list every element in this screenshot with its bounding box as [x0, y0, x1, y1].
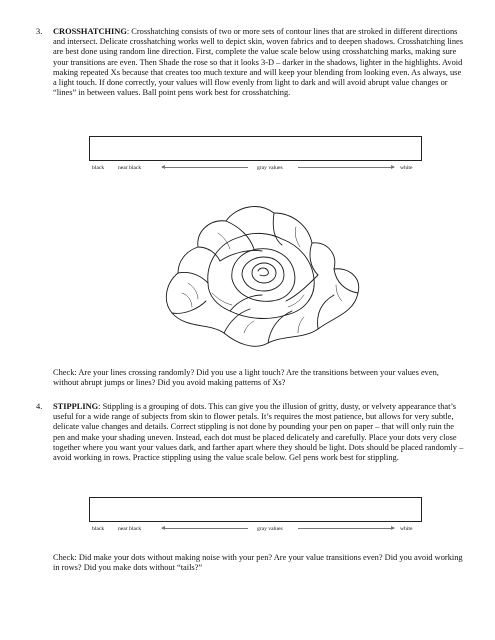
section-title: CROSSHATCHING	[53, 27, 127, 36]
section-crosshatching	[36, 27, 466, 98]
label-gray-values: gray values	[257, 526, 283, 532]
value-scale-box[interactable]	[89, 497, 422, 522]
rose-line-drawing-icon[interactable]	[158, 183, 366, 360]
label-near-black: near black	[118, 165, 142, 171]
label-near-black: near black	[118, 526, 142, 532]
value-scale-labels	[89, 164, 422, 176]
arrow-left-icon	[162, 528, 248, 529]
section-stippling	[36, 402, 466, 463]
arrow-left-icon	[162, 167, 248, 168]
value-scale-crosshatching	[89, 136, 422, 176]
value-scale-box[interactable]	[89, 136, 422, 161]
section-number: 4.	[36, 402, 43, 411]
label-gray-values: gray values	[257, 165, 283, 171]
arrow-right-icon	[298, 167, 394, 168]
label-white: white	[400, 526, 413, 532]
label-black: black	[92, 165, 105, 171]
section-title: STIPPLING	[53, 402, 99, 411]
value-scale-labels	[89, 525, 422, 537]
label-black: black	[92, 526, 105, 532]
section-number: 3.	[36, 27, 43, 36]
section-body: : Crosshatching consists of two or more sets of contour lines that are stroked in different directions and intersect. Delicate crosshatching works well to depict skin, woven fabrics and to deepen shadows. Crosshatching lines are best done using random line direction. First, complete the value scale below using crosshatching marks, making sure your transitions are even. Then Shade the rose so that it looks 3-D – darker in the shadows, lighter in the highlights. Avoid making repeated Xs because that creates too much texture and will keep your blending from looking even. As always, use a light touch. If done correctly, your values will flow evenly from light to dark and will avoid abrupt value changes or “lines” in between values. Ball point pens work best for crosshatching.	[53, 27, 464, 98]
section-paragraph	[53, 402, 466, 463]
section-body: : Stippling is a grouping of dots. This can give you the illusion of gritty, dusty, or velvety appearance that’s useful for a wide range of subjects from skin to flower petals. It’s requires the most patience, but allows for very subtle, delicate value changes and details. Correct stippling is not done by pounding your pen on paper – that will only ruin the pen and make your shading uneven. Instead, each dot must be placed delicately and carefully. Place your dots very close together where you want your values dark, and farther apart where they should be light. Dots should be placed randomly – avoid working in rows. Practice stippling using the value scale below. Gel pens work best for stippling.	[53, 402, 464, 463]
value-scale-stippling	[89, 497, 422, 537]
arrow-right-icon	[298, 528, 394, 529]
section-paragraph	[53, 27, 466, 98]
check-stippling: Check: Did make your dots without making noise with your pen? Are your value transitions even? Did you avoid working in rows? Did you make dots without “tails?”	[53, 553, 463, 573]
check-crosshatching: Check: Are your lines crossing randomly? Did you use a light touch? Are the transitions between your values even, without abrupt jumps or lines? Did you avoid making patterns of Xs?	[53, 368, 439, 388]
label-white: white	[400, 165, 413, 171]
